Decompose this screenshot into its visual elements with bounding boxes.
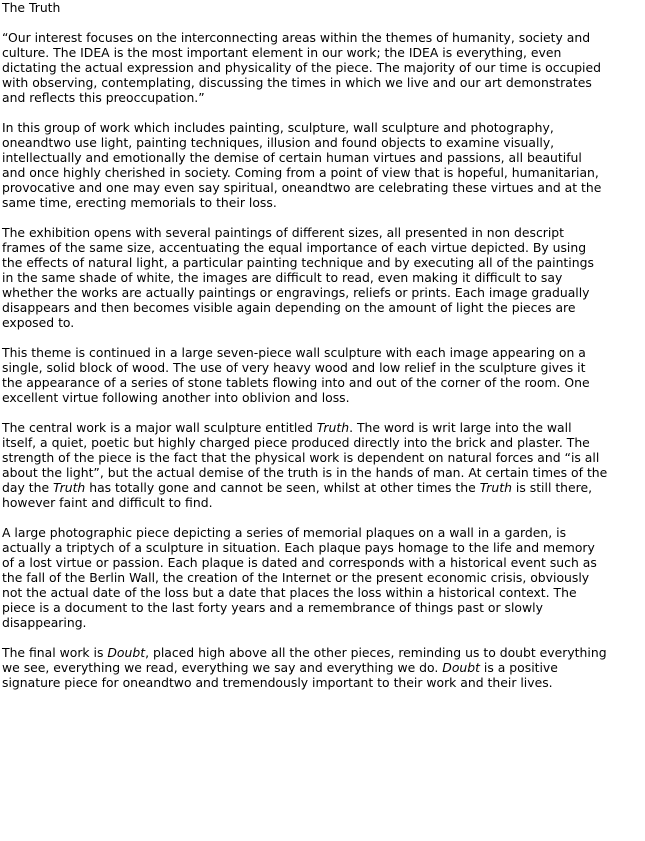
paragraph-text: In this group of work which includes painting, sculpture, wall sculpture and photography, oneandtwo use light, painting techniques, illusion and found objects to examine visually, intellectually and emotionally the demise of certain human virtues and passions, all beautiful and once highly cherished in society. Coming from a point of view that is hopeful, humanitarian, provocative and one may even say spiritual, oneandtwo are celebrating these virtues and at the same time, erecting memorials to their loss. bbox=[2, 120, 602, 210]
paragraph-text: is still there, however faint and difficult to find. bbox=[2, 480, 593, 510]
italic-title-text: Doubt bbox=[442, 660, 480, 675]
paragraph-text: The exhibition opens with several paintings of different sizes, all presented in non descript frames of the same size, accentuating the equal importance of each virtue depicted. By using the effects of natural light, a particular painting technique and by executing all of the paintings in the same shade of white, the images are difficult to read, even making it difficult to say whether the works are actually paintings or engravings, reliefs or prints. Each image gradually disappears and then becomes visible again depending on the amount of light the pieces are exposed to. bbox=[2, 225, 594, 330]
paragraph-text: The final work is bbox=[2, 645, 108, 660]
paragraph bbox=[2, 345, 608, 405]
document-title: The Truth bbox=[2, 0, 61, 15]
paragraph-text: . The word is writ large into the wall itself, a quiet, poetic but highly charged piece produced directly into the brick and plaster. The strength of the piece is the fact that the physical work is dependent on natural forces and “is all about the light”, but the actual demise of the truth is in the hands of man. At certain times of the day the bbox=[2, 420, 608, 495]
paragraph-text: The central work is a major wall sculpture entitled bbox=[2, 420, 317, 435]
paragraph bbox=[2, 525, 608, 630]
paragraph-list bbox=[2, 30, 608, 690]
italic-title-text: Truth bbox=[316, 420, 350, 435]
paragraph bbox=[2, 420, 608, 510]
paragraph-text: , placed high above all the other pieces, reminding us to doubt everything we see, everything we read, everything we say and everything we do. bbox=[2, 645, 607, 675]
paragraph-text: A large photographic piece depicting a series of memorial plaques on a wall in a garden, is actually a triptych of a sculpture in situation. Each plaque pays homage to the life and memory of a lost virtue or passion. Each plaque is dated and corresponds with a historical event such as the fall of the Berlin Wall, the creation of the Internet or the present economic crisis, obviously not the actual date of the loss but a date that places the loss within a historical context. The piece is a document to the last forty years and a remembrance of things past or slowly disappearing. bbox=[2, 525, 597, 630]
italic-title-text: Doubt bbox=[107, 645, 146, 660]
italic-title-text: Truth bbox=[479, 480, 512, 495]
paragraph-text: This theme is continued in a large seven-piece wall sculpture with each image appearing on a single, solid block of wood. The use of very heavy wood and low relief in the sculpture gives it the appearance of a series of stone tablets flowing into and out of the corner of the room. One excellent virtue following another into oblivion and loss. bbox=[2, 345, 590, 405]
paragraph bbox=[2, 120, 608, 210]
paragraph-text: has totally gone and cannot be seen, whilst at other times the bbox=[85, 480, 480, 495]
document-body bbox=[2, 0, 608, 705]
paragraph bbox=[2, 225, 608, 330]
italic-title-text: Truth bbox=[53, 480, 86, 495]
paragraph-text: is a positive signature piece for oneandtwo and tremendously important to their work and their lives. bbox=[2, 660, 558, 690]
paragraph-text: “Our interest focuses on the interconnecting areas within the themes of humanity, society and culture. The IDEA is the most important element in our work; the IDEA is everything, even dictating the actual expression and physicality of the piece. The majority of our time is occupied with observing, contemplating, discussing the times in which we live and our art demonstrates and reflects this preoccupation.” bbox=[2, 30, 601, 105]
paragraph bbox=[2, 30, 608, 105]
paragraph bbox=[2, 645, 608, 690]
